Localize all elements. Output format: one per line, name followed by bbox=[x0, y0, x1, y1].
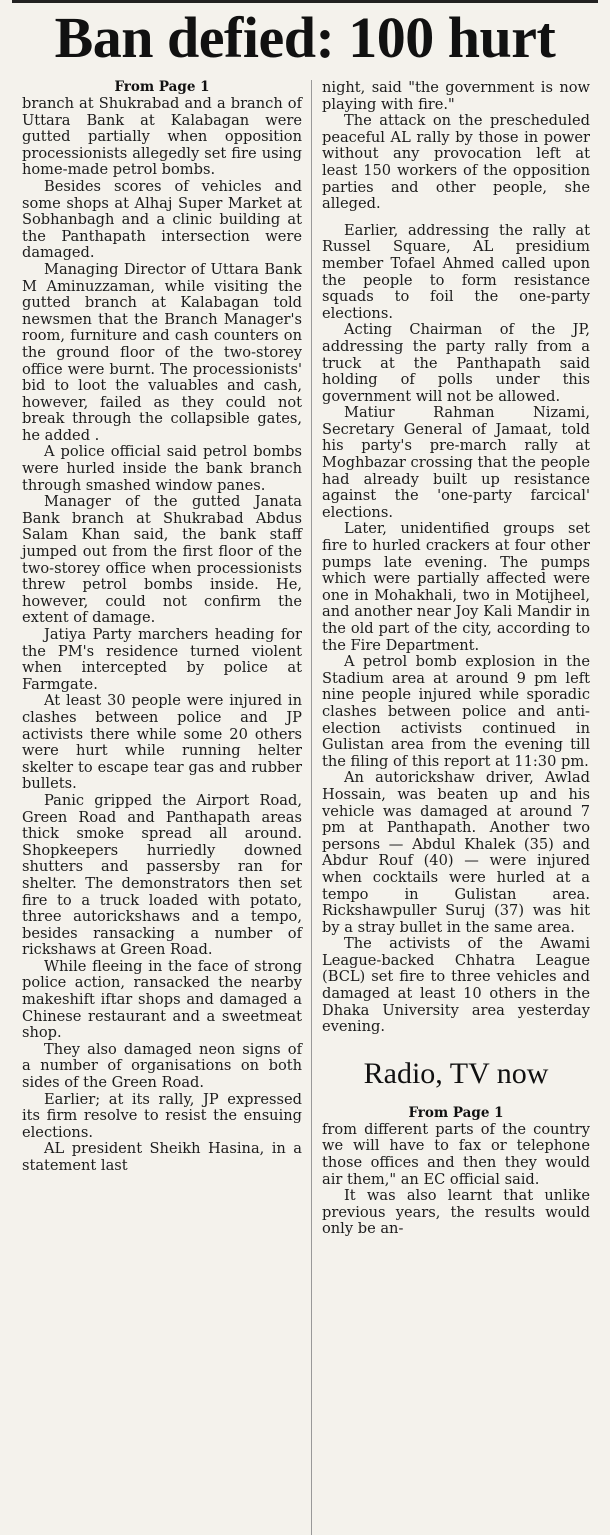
article-paragraph: Managing Director of Uttara Bank M Aminuzzaman, while visiting the gutted branch at Kalabagan told newsmen that the Branch Manager's room, furniture and cash counters on the ground floor of the two-storey office were burnt. The processionists' bid to loot the valuables and cash, however, failed as they could not break through the collapsible gates, he added . bbox=[22, 260, 302, 444]
article-paragraph: The attack on the prescheduled peaceful AL rally by those in power without any provocation left at least 150 workers of the opposition parties and other people, she alleged. bbox=[322, 112, 590, 213]
article-paragraph: At least 30 people were injured in clashes between police and JP activists there while some 20 others were hurt while running helter skelter to escape tear gas and rubber bullets. bbox=[22, 692, 302, 793]
article-paragraph: It was also learnt that unlike previous years, the results would only be an- bbox=[322, 1187, 590, 1238]
article-paragraph: Acting Chairman of the JP, addressing the party rally from a truck at the Panthapath said holding of polls under this government will not be allowed. bbox=[322, 321, 590, 405]
article-paragraph: AL president Sheikh Hasina, in a statement last bbox=[22, 1140, 302, 1174]
article-paragraph: Manager of the gutted Janata Bank branch at Shukrabad Abdus Salam Khan said, the bank staff jumped out from the first floor of the two-storey office when processionists threw petrol bombs inside. He, however, could not confirm the extent of damage. bbox=[22, 493, 302, 627]
article-paragraph: Earlier; at its rally, JP expressed its firm resolve to resist the ensuing elections. bbox=[22, 1090, 302, 1141]
article-paragraph: Earlier, addressing the rally at Russel Square, AL presidium member Tofael Ahmed called upon the people to form resistance squads to foil the one-party elections. bbox=[322, 221, 590, 322]
article-paragraph: A police official said petrol bombs were hurled inside the bank branch through smashed window panes. bbox=[22, 443, 302, 494]
article-paragraph: The activists of the Awami League-backed Chhatra League (BCL) set fire to three vehicles and damaged at least 10 others in the Dhaka University area yesterday evening. bbox=[322, 935, 590, 1036]
article-paragraph: from different parts of the country we will have to fax or telephone those offices and then they would air them," an EC official said. bbox=[322, 1120, 590, 1188]
article-paragraph: They also damaged neon signs of a number of organisations on both sides of the Green Road. bbox=[22, 1040, 302, 1092]
headline: Ban defied: 100 hurt bbox=[54, 5, 556, 70]
dateline: From Page 1 bbox=[114, 79, 210, 95]
right-column bbox=[322, 80, 590, 1238]
article-paragraph: Matiur Rahman Nizami, Secretary General of Jamaat, told his party's pre-march rally at Moghbazar crossing that the people had already built up resistance against the 'one-party farcical' elections. bbox=[322, 404, 590, 521]
left-column bbox=[22, 78, 302, 1175]
article-paragraph: An autorickshaw driver, Awlad Hossain, was beaten up and his vehicle was damaged at around 7 pm at Panthapath. Another two persons — Abdul Khalek (35) and Abdur Rouf (40) — were injured when cocktails were hurled at a tempo in Gulistan area. Rickshawpuller Suruj (37) was hit by a stray bullet in the same area. bbox=[322, 769, 590, 936]
article-paragraph: night, said "the government is now playing with fire." bbox=[322, 79, 590, 113]
column-divider bbox=[311, 80, 312, 1535]
sub-headline: Radio, TV now bbox=[363, 1056, 549, 1090]
article-paragraph: Besides scores of vehicles and some shops at Alhaj Super Market at Sobhanbagh and a clinic building at the Panthapath intersection were damaged. bbox=[22, 177, 302, 262]
article-paragraph: Panic gripped the Airport Road, Green Road and Panthapath areas thick smoke spread all around. Shopkeepers hurriedly downed shutters and passersby ran for shelter. The demonstrators then set fire to a truck loaded with potato, three autorickshaws and a tempo, besides ransacking a number of rickshaws at Green Road. bbox=[22, 791, 302, 959]
article-paragraph: Jatiya Party marchers heading for the PM's residence turned violent when intercepted by police at Farmgate. bbox=[22, 626, 302, 693]
article-paragraph: branch at Shukrabad and a branch of Uttara Bank at Kalabagan were gutted partially when opposition processionists allegedly set fire using home-made petrol bombs. bbox=[22, 95, 302, 179]
article-paragraph: Later, unidentified groups set fire to hurled crackers at four other pumps late evening. The pumps which were partially affected were one in Mohakhali, two in Motijheel, and another near Joy Kali Mandir in the old part of the city, according to the Fire Department. bbox=[322, 520, 590, 654]
article-paragraph: While fleeing in the face of strong police action, ransacked the nearby makeshift iftar shops and damaged a Chinese restaurant and a sweetmeat shop. bbox=[22, 957, 302, 1042]
dateline: From Page 1 bbox=[408, 1104, 504, 1121]
article-paragraph: A petrol bomb explosion in the Stadium area at around 9 pm left nine people injured while sporadic clashes between police and anti-election activists continued in Gulistan area from the evening till the filing of this report at 11:30 pm. bbox=[322, 653, 590, 770]
